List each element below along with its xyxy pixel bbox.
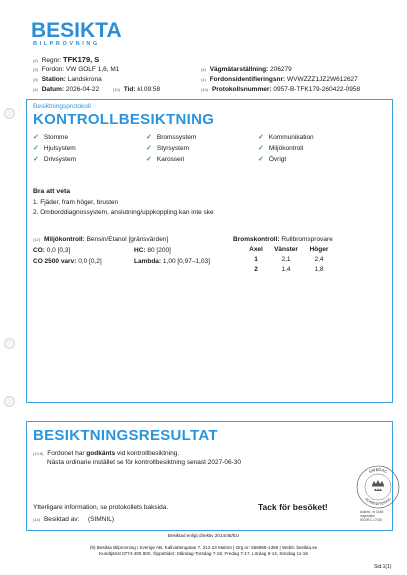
check-icon: ✓ bbox=[146, 156, 152, 163]
thanks-text: Tack för besöket! bbox=[258, 502, 328, 512]
protocol-label: Besiktningsprotokoll bbox=[33, 103, 91, 110]
env-header: (12) Miljökontroll: Bensin/Etanol [gränsvärden] bbox=[33, 236, 169, 243]
punch-hole bbox=[4, 338, 15, 349]
station-value: Landskrona bbox=[67, 76, 102, 83]
inspector-row: (14) Besiktad av: (SIMNIL) bbox=[33, 516, 114, 523]
check-icon: ✓ bbox=[33, 156, 39, 163]
result-line-1: (13,8) Fordonet har godkänts vid kontrollbesiktning. bbox=[33, 450, 180, 457]
brand-logo: BESIKTA bbox=[31, 19, 122, 42]
brake-table-row: 2 1,4 1,8 bbox=[254, 266, 324, 273]
check-item: ✓ Miljökontroll bbox=[258, 145, 304, 152]
lambda-row: Lambda: 1,00 [0,97–1,03] bbox=[134, 258, 210, 265]
punch-hole bbox=[4, 108, 15, 119]
check-column-2 bbox=[146, 133, 196, 166]
inspection-panel bbox=[26, 99, 393, 403]
check-item: ✓ Bromssystem bbox=[146, 134, 197, 141]
check-icon: ✓ bbox=[146, 134, 152, 141]
hours-line: Kundtjänst 0774-400 800, Öppettider: Måndag-Torsdag 7-18, Fredag 7-17, Lördag 8-14, Söndag 11-16 bbox=[99, 551, 308, 556]
result-title: BESIKTNINGSRESULTAT bbox=[33, 427, 218, 444]
brake-table bbox=[244, 246, 334, 276]
good-to-know-title: Bra att veta bbox=[33, 188, 71, 195]
crown-icon bbox=[372, 480, 384, 491]
co-row: CO: 0,0 [0,3] bbox=[33, 247, 71, 254]
matare-row: (4) Vägmätarställning: 206279 bbox=[201, 66, 292, 73]
punch-hole bbox=[4, 396, 15, 407]
proto-row: (10) Protokollsnummer: 0957-B-TFK179-260422-0958 bbox=[201, 86, 361, 93]
swedac-seal bbox=[356, 465, 400, 509]
station-row: (3) Station: Landskrona bbox=[33, 76, 102, 83]
check-icon: ✓ bbox=[33, 145, 39, 152]
matare-value: 206279 bbox=[270, 66, 292, 73]
proto-value: 0957-B-TFK179-260422-0958 bbox=[273, 86, 361, 93]
svg-text:SWEDAC bbox=[368, 467, 388, 474]
inspector-value: (SIMNIL) bbox=[87, 516, 114, 523]
brake-header: Bromskontroll: Rullbromsprovare bbox=[233, 236, 333, 243]
check-icon: ✓ bbox=[258, 145, 264, 152]
more-info: Ytterligare information, se protokollets baksida. bbox=[33, 504, 169, 511]
tid-value: kl.09:58 bbox=[137, 86, 161, 93]
svg-text:ACKREDITERING bbox=[364, 497, 392, 506]
check-item: ✓ Övrigt bbox=[258, 156, 287, 163]
fid-value: WVWZZZ1JZ2W612627 bbox=[287, 76, 358, 83]
datum-row: (4) Datum: 2026-04-22 (10) Tid: kl.09:58 bbox=[33, 86, 161, 93]
seal-bottom-text: ACKREDITERING bbox=[364, 497, 392, 507]
good-item: 1. Fjäder, fram höger, brusten bbox=[33, 199, 119, 206]
regnr-value: TFK179, S bbox=[63, 55, 100, 64]
check-item: ✓ Karosseri bbox=[146, 156, 185, 163]
co2500-row: CO 2500 varv: 0,0 [0,2] bbox=[33, 258, 102, 265]
good-item: 2. Omborddiagnossystem, anslutning/uppkoppling kan inte ske bbox=[33, 209, 214, 216]
check-item: ✓ Stomme bbox=[33, 134, 69, 141]
regnr-row: (2) Regnr: TFK179, S bbox=[33, 55, 100, 64]
fordon-row: (3) Fordon: VW GOLF 1,6, M1 bbox=[33, 66, 120, 73]
page-number: Sid.1(1) bbox=[374, 564, 392, 570]
brake-table-row: 1 2,1 2,4 bbox=[254, 256, 324, 263]
datum-value: 2026-04-22 bbox=[65, 86, 100, 93]
check-icon: ✓ bbox=[146, 145, 152, 152]
check-icon: ✓ bbox=[33, 134, 39, 141]
check-item: ✓ Hjulsystem bbox=[33, 145, 76, 152]
check-column-1 bbox=[33, 133, 76, 166]
fordon-value: VW GOLF 1,6, M1 bbox=[65, 66, 120, 73]
result-line-2: Nästa ordinarie instället se för kontrollbesiktning senast 2027-06-30 bbox=[47, 459, 242, 466]
hc-row: HC: 80 [200] bbox=[134, 247, 171, 254]
seal-top-text: SWEDAC bbox=[367, 466, 389, 475]
check-item: ✓ Kommunikation bbox=[258, 134, 314, 141]
brake-table-header: Axel Vänster Höger bbox=[249, 246, 329, 253]
check-column-3 bbox=[258, 133, 314, 166]
directive-text: Besiktad enligt direktiv 2014/45/EU bbox=[167, 533, 240, 538]
fid-row: (1) Fordonsidentifieringsnr: WVWZZZ1JZ2W612627 bbox=[201, 76, 358, 83]
check-icon: ✓ bbox=[258, 134, 264, 141]
check-item: ✓ Styrsystem bbox=[146, 145, 190, 152]
seal-caption: Ackred. nr 1048 Inspektion ISO/IEC 17020 bbox=[360, 510, 384, 522]
check-item: ✓ Drivsystem bbox=[33, 156, 77, 163]
inspection-title: KONTROLLBESIKTNING bbox=[33, 111, 215, 128]
company-line: (9) Besikta Bilprovning i Sverige AB, Kallvattengatan 7, 212 23 Malmö | Org.nr: 556865-1359 | Webb: besikta.se bbox=[89, 545, 318, 550]
check-icon: ✓ bbox=[258, 156, 264, 163]
brand-tagline: BILPROVNING bbox=[33, 41, 100, 47]
